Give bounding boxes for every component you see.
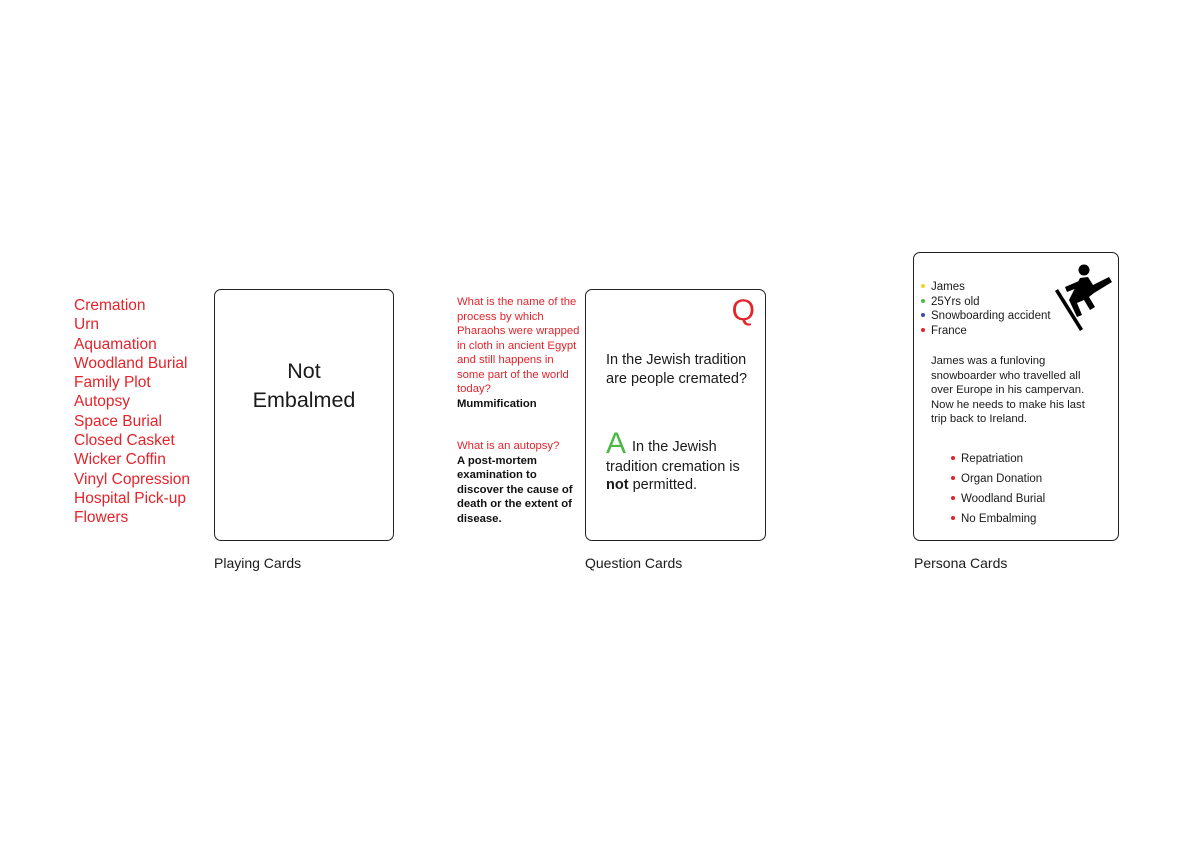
- bullet-dot: [921, 328, 925, 332]
- qa-answer: Mummification: [457, 397, 537, 410]
- bullet-dot: [951, 456, 955, 460]
- list-item: Snowboarding accident: [921, 309, 1051, 324]
- persona-choices: [951, 449, 1045, 529]
- bullet-dot: [951, 496, 955, 500]
- playing-card-text: Not Embalmed: [252, 359, 356, 412]
- persona-card: [913, 252, 1119, 541]
- list-item: Cremation: [74, 297, 146, 314]
- list-item: Space Burial: [74, 412, 162, 430]
- list-item: Repatriation: [951, 449, 1045, 469]
- persona-bio: James was a funloving snowboarder who travelled all over Europe in his campervan. Now he needs to make his last trip back to Ireland.: [931, 355, 1085, 426]
- bullet-dot: [921, 313, 925, 317]
- playing-cards-caption: Playing Cards: [214, 555, 302, 571]
- bullet-dot: [951, 516, 955, 520]
- list-item: 25Yrs old: [921, 295, 1051, 310]
- qa-question: What is the name of the process by which Pharaohs were wrapped in cloth in ancient Egypt and still happens in some part of the world today?: [457, 296, 580, 395]
- bullet-dot: [921, 299, 925, 303]
- list-item: Vinyl Copression: [74, 470, 191, 488]
- list-item: Hospital Pick-up: [74, 489, 186, 507]
- snowboarder-icon: [1053, 261, 1115, 331]
- answer-post: permitted.: [632, 477, 698, 493]
- answer-block: [606, 427, 764, 494]
- list-item: Flowers: [74, 509, 129, 527]
- list-item: Family Plot: [74, 374, 151, 392]
- list-item: James: [921, 280, 1051, 295]
- list-item: Aquamation: [74, 335, 157, 353]
- q-letter: Q: [731, 294, 755, 327]
- card-type-list: [74, 296, 190, 528]
- list-item: Urn: [74, 316, 99, 334]
- bullet-dot: [921, 284, 925, 288]
- list-item: France: [921, 324, 1051, 339]
- qa-block-1: [457, 295, 582, 411]
- list-item: Woodland Burial: [74, 354, 188, 372]
- qa-block-2: [457, 439, 582, 526]
- persona-facts: [921, 280, 1051, 338]
- persona-cards-caption: Persona Cards: [914, 555, 1008, 571]
- answer-pre: In the Jewish tradition cremation is: [606, 439, 740, 475]
- a-letter: A: [606, 427, 627, 460]
- list-item: No Embalming: [951, 509, 1045, 529]
- question-cards-caption: Question Cards: [585, 555, 683, 571]
- bullet-dot: [951, 476, 955, 480]
- playing-card: [214, 289, 394, 541]
- answer-bold: not: [606, 477, 629, 493]
- list-item: Wicker Coffin: [74, 451, 166, 469]
- list-item: Autopsy: [74, 393, 131, 411]
- question-text: In the Jewish tradition are people cremated?: [606, 352, 748, 387]
- qa-answer: A post-mortem examination to discover the cause of death or the extent of disease.: [457, 454, 573, 525]
- qa-question: What is an autopsy?: [457, 440, 560, 452]
- question-card: [585, 289, 766, 541]
- list-item: Organ Donation: [951, 469, 1045, 489]
- list-item: Closed Casket: [74, 432, 175, 450]
- list-item: Woodland Burial: [951, 489, 1045, 509]
